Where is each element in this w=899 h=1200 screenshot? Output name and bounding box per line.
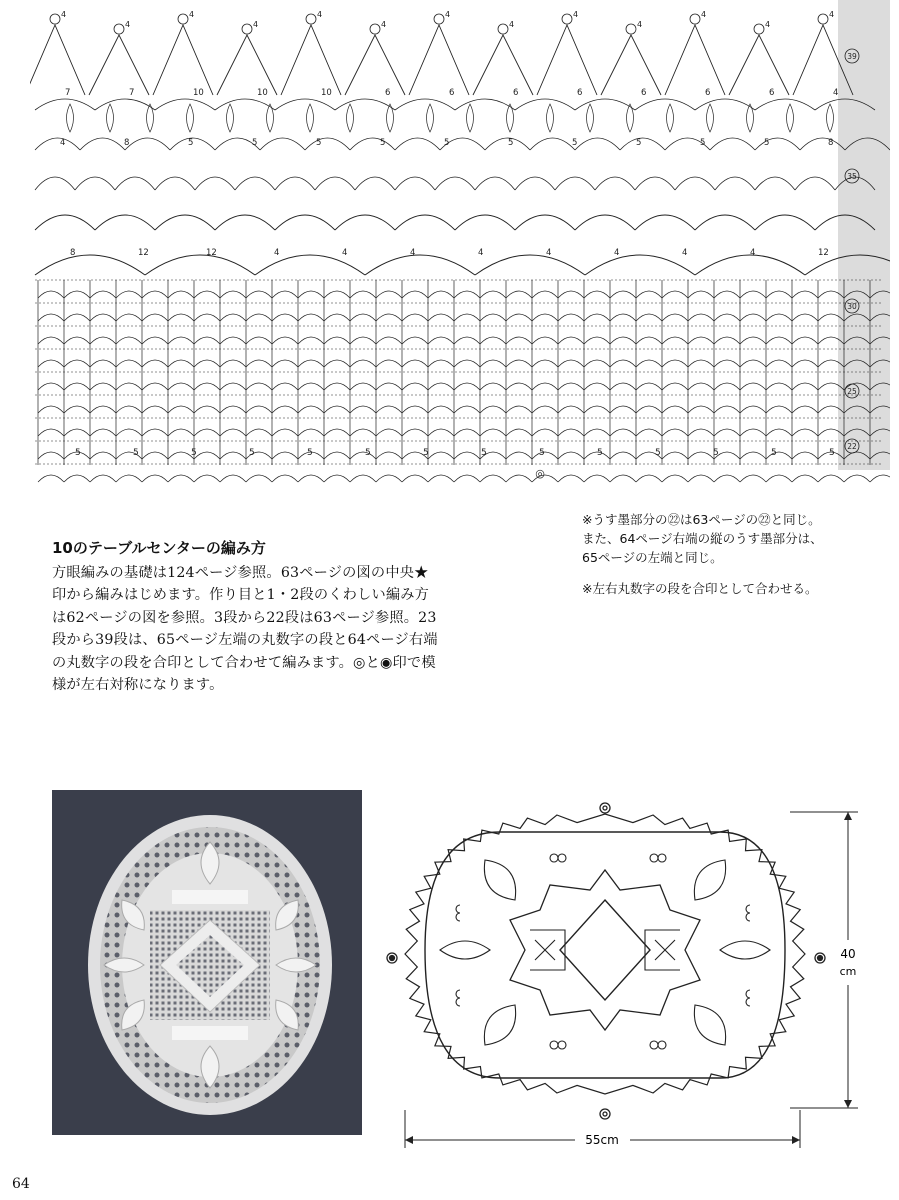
stitch-count-row: 10 xyxy=(193,88,204,98)
row-marker: 25 xyxy=(847,387,857,396)
stitch-count-row: 8 xyxy=(70,248,76,258)
size-diagram xyxy=(380,790,880,1160)
stitch-count-row: 5 xyxy=(700,138,706,148)
stitch-count-row: 7 xyxy=(65,88,71,98)
stitch-count-top: 4 xyxy=(317,10,323,19)
stitch-count-top: 4 xyxy=(637,20,643,29)
section-title: 10のテーブルセンターの編み方 xyxy=(52,539,266,557)
stitch-count-top: 4 xyxy=(125,20,131,29)
stitch-count-grid: 5 xyxy=(481,448,487,458)
stitch-count-row: 5 xyxy=(252,138,258,148)
row-marker: 30 xyxy=(847,302,857,311)
height-unit: cm xyxy=(839,965,857,978)
stitch-count-top: 4 xyxy=(189,10,195,19)
crochet-chart xyxy=(30,0,890,485)
stitch-count-top: 4 xyxy=(253,20,259,29)
stitch-count-row: 6 xyxy=(449,88,455,98)
stitch-count-row: 4 xyxy=(60,138,66,148)
stitch-count-top: 4 xyxy=(765,20,771,29)
stitch-count-grid: 5 xyxy=(75,448,81,458)
height-value: 40 xyxy=(840,947,856,961)
stitch-count-row: 5 xyxy=(188,138,194,148)
stitch-count-top: 4 xyxy=(701,10,707,19)
stitch-count-grid: 5 xyxy=(133,448,139,458)
stitch-count-row: 12 xyxy=(206,248,217,258)
stitch-count-row: 5 xyxy=(316,138,322,148)
stitch-count-row: 6 xyxy=(385,88,391,98)
center-motif xyxy=(510,870,700,1030)
width-label: 55cm xyxy=(585,1133,619,1147)
stitch-count-row: 10 xyxy=(321,88,332,98)
stitch-count-grid: 5 xyxy=(829,448,835,458)
stitch-count-top: 4 xyxy=(381,20,387,29)
stitch-count-row: 5 xyxy=(508,138,514,148)
notes xyxy=(582,510,882,610)
stitch-count-row: 8 xyxy=(124,138,130,148)
stitch-count-top: 4 xyxy=(573,10,579,19)
stitch-count-grid: 5 xyxy=(423,448,429,458)
stitch-count-row: 4 xyxy=(546,248,552,258)
stitch-count-top: 4 xyxy=(61,10,67,19)
row-marker: 39 xyxy=(847,52,857,61)
stitch-count-grid: 5 xyxy=(365,448,371,458)
stitch-count-grid: 5 xyxy=(307,448,313,458)
stitch-count-row: 6 xyxy=(513,88,519,98)
page-number: 64 xyxy=(12,1176,30,1192)
stitch-count-row: 4 xyxy=(614,248,620,258)
stitch-count-row: 8 xyxy=(828,138,834,148)
stitch-count-row: 7 xyxy=(129,88,135,98)
scalloped-border xyxy=(405,814,805,1094)
stitch-count-grid: 5 xyxy=(539,448,545,458)
table-center-photo xyxy=(52,790,362,1135)
stitch-count-grid: 5 xyxy=(713,448,719,458)
stitch-count-grid: 5 xyxy=(771,448,777,458)
stitch-count-row: 6 xyxy=(705,88,711,98)
stitch-count-row: 6 xyxy=(769,88,775,98)
stitch-count-top: 4 xyxy=(445,10,451,19)
stitch-count-grid: 5 xyxy=(655,448,661,458)
stitch-count-row: 6 xyxy=(577,88,583,98)
stitch-count-row: 4 xyxy=(478,248,484,258)
stitch-count-top: 4 xyxy=(509,20,515,29)
stitch-count-row: 4 xyxy=(833,88,839,98)
row-marker: 35 xyxy=(847,172,857,181)
stitch-count-row: 4 xyxy=(274,248,280,258)
stitch-count-row: 5 xyxy=(444,138,450,148)
stitch-count-row: 5 xyxy=(764,138,770,148)
stitch-count-row: 4 xyxy=(410,248,416,258)
stitch-count-grid: 5 xyxy=(597,448,603,458)
stitch-count-row: 5 xyxy=(380,138,386,148)
row-marker: 22 xyxy=(847,442,857,451)
stitch-count-grid: 5 xyxy=(191,448,197,458)
note-matching-marks: ※左右丸数字の段を合印として合わせる。 xyxy=(582,581,818,596)
stitch-count-row: 6 xyxy=(641,88,647,98)
stitch-count-row: 5 xyxy=(636,138,642,148)
stitch-count-grid: 5 xyxy=(249,448,255,458)
stitch-count-row: 5 xyxy=(572,138,578,148)
instructions-text: 方眼編みの基礎は124ページ参照。63ページの図の中央★印から編みはじめます。作り目と1・2段のくわしい編み方は62ページの図を参照。3段から22段は63ページ参照。23段から39段は、65ページ左端の丸数字の段と64ページ右端の丸数字の段を合印として合わせて編みます。◎と◉印で模様が左右対称になります。 xyxy=(52,565,438,694)
stitch-count-row: 12 xyxy=(818,248,829,258)
stitch-count-row: 4 xyxy=(342,248,348,258)
center-mark: ◎ xyxy=(535,467,545,480)
stitch-count-top: 4 xyxy=(829,10,835,19)
note-shaded-area: ※うす墨部分の㉒は63ページの㉒と同じ。 また、64ページ右端の縦のうす墨部分は、 65ページの左端と同じ。 xyxy=(582,512,823,565)
stitch-count-row: 12 xyxy=(138,248,149,258)
stitch-count-row: 10 xyxy=(257,88,268,98)
stitch-count-row: 4 xyxy=(682,248,688,258)
stitch-count-row: 4 xyxy=(750,248,756,258)
